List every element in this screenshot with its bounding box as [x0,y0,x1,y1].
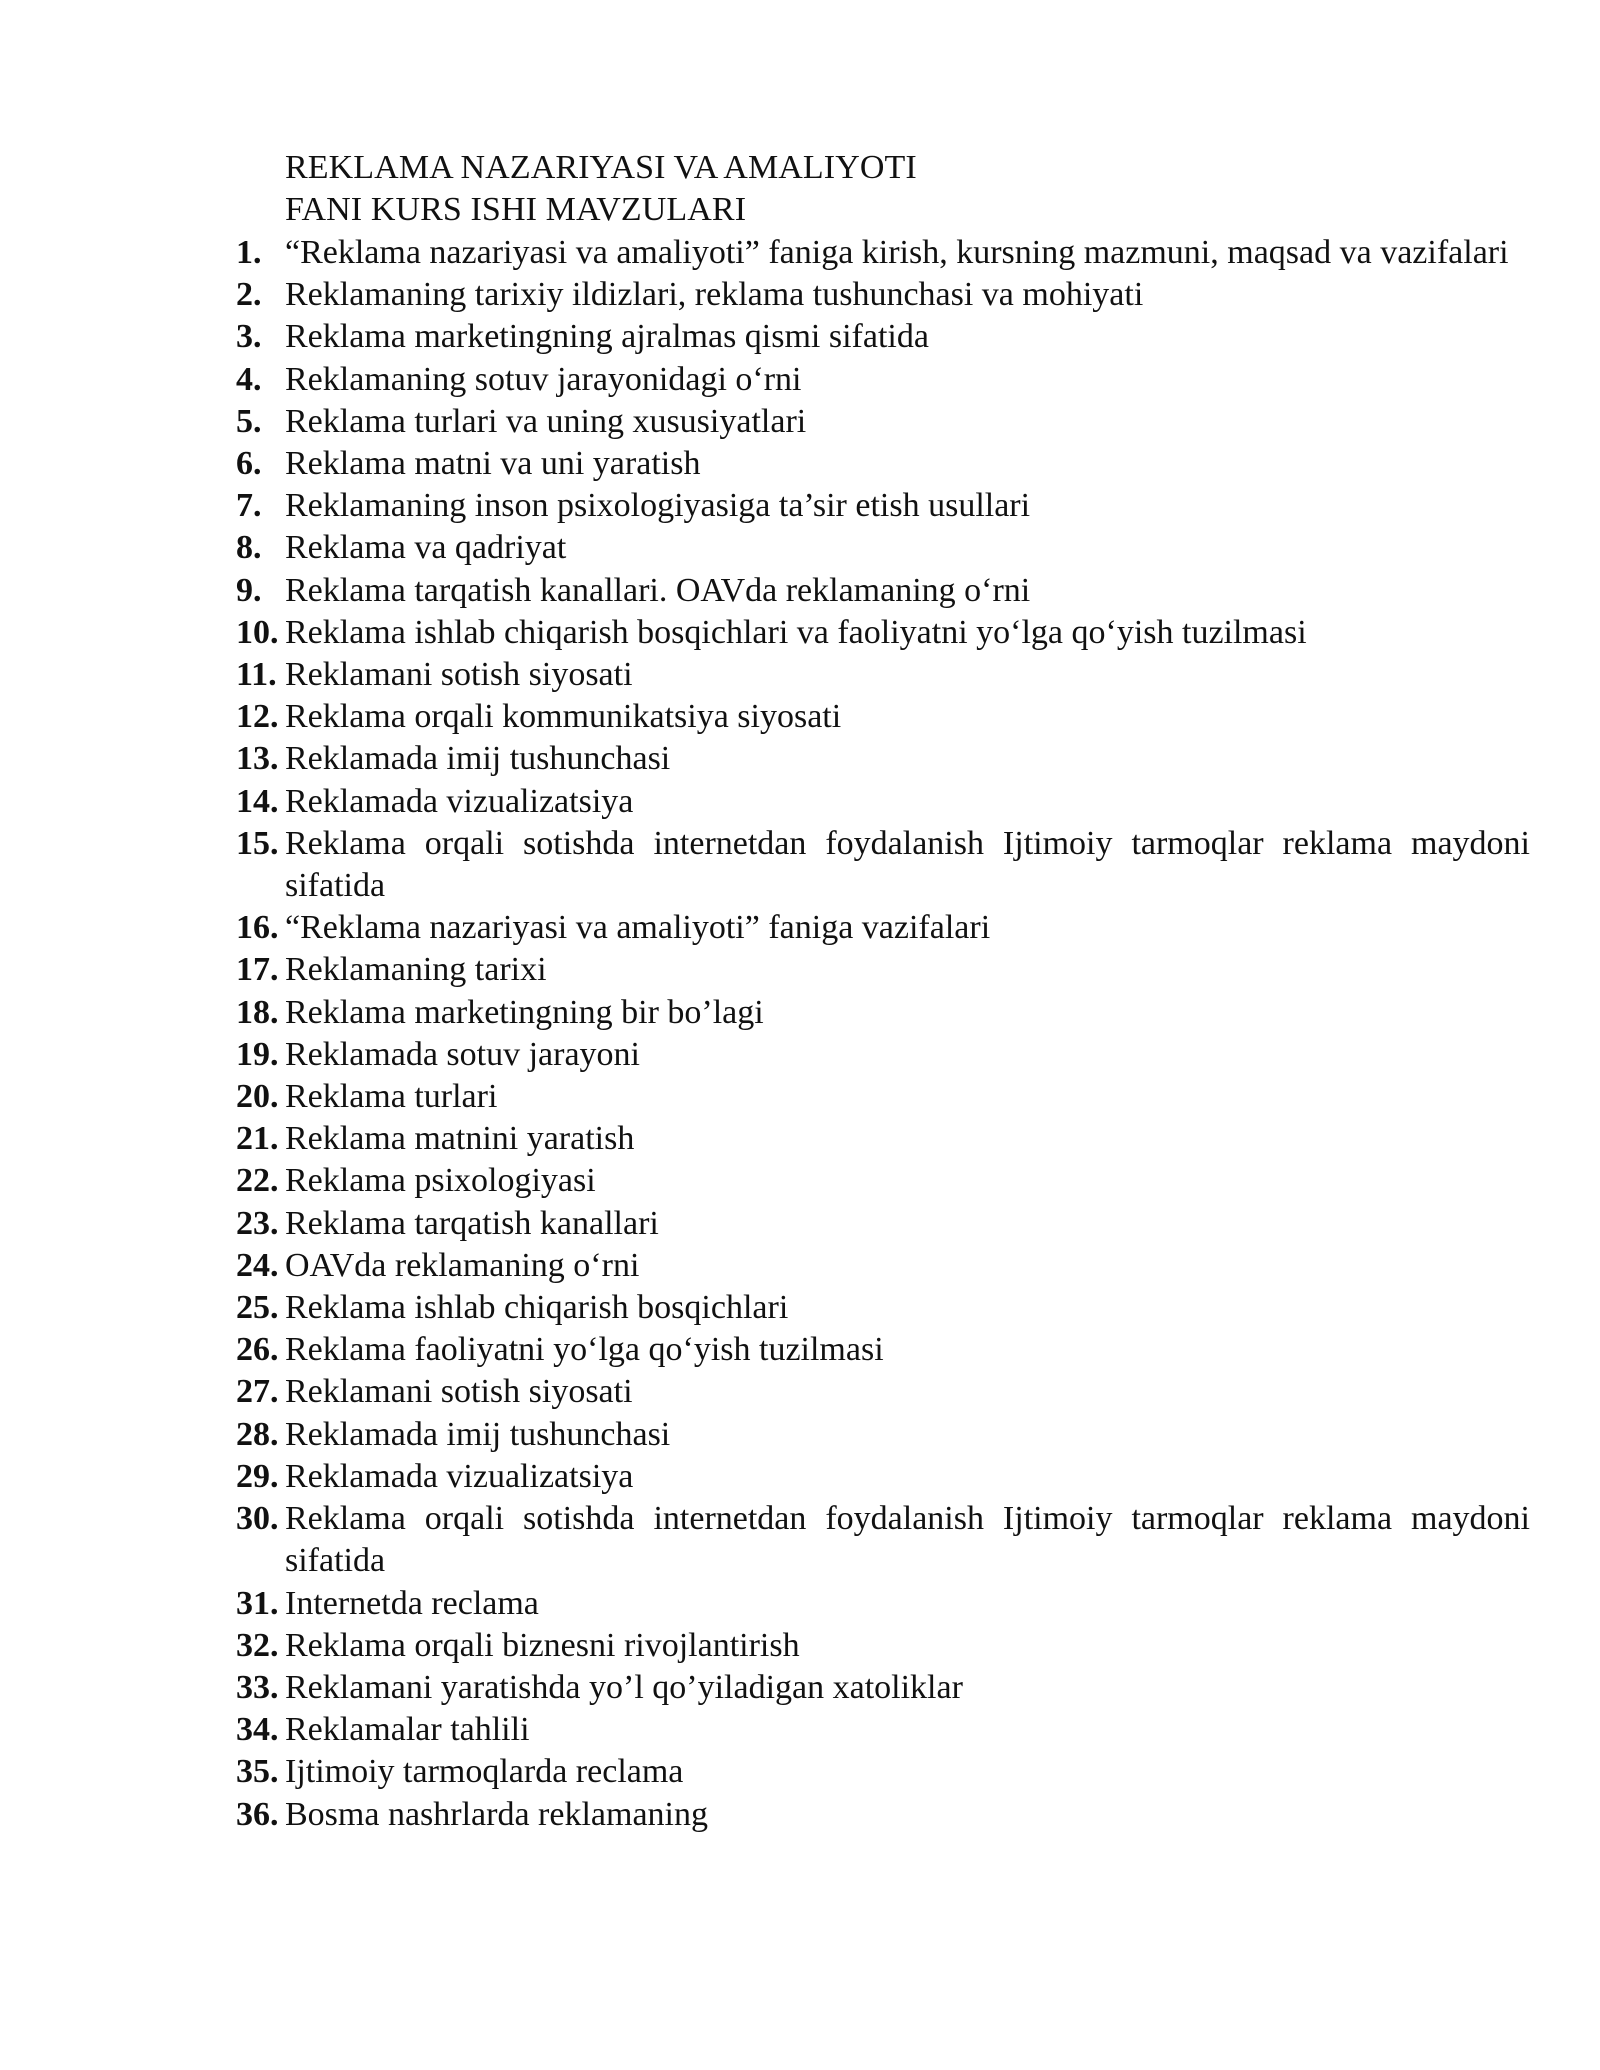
topic-text: Reklama turlari [285,1078,498,1116]
list-item [236,1203,1530,1245]
topic-text: Reklamalar tahlili [285,1711,530,1749]
topic-number: 20. [236,1078,279,1116]
topic-number: 2. [236,276,262,314]
list-item [236,907,1530,949]
topic-text: Bosma nashrlarda reklamaning [285,1795,708,1833]
list-item [236,1414,1530,1456]
topic-number: 15. [236,824,279,862]
topic-number: 8. [236,529,262,567]
topic-list [236,232,1530,1836]
topic-number: 30. [236,1500,279,1538]
topic-number: 3. [236,318,262,356]
topic-number: 23. [236,1204,279,1242]
topic-text: “Reklama nazariyasi va amaliyoti” faniga vazifalari [285,909,991,947]
topic-text: Reklama psixologiyasi [285,1162,596,1200]
list-item [236,232,1530,274]
topic-text: Reklama marketingning bir bo’lagi [285,993,764,1031]
topic-number: 7. [236,487,262,525]
list-item [236,1498,1530,1582]
topic-text: Reklamani yaratishda yo’l qo’yiladigan xatoliklar [285,1668,963,1706]
list-item [236,1667,1530,1709]
topic-number: 28. [236,1415,279,1453]
topic-number: 36. [236,1795,279,1833]
list-item [236,1245,1530,1287]
list-item [236,1118,1530,1160]
topic-text: Internetda reclama [285,1584,539,1622]
topic-number: 17. [236,951,279,989]
topic-text: Reklama turlari va uning xususiyatlari [285,402,807,440]
topic-number: 18. [236,993,279,1031]
topic-text: OAVda reklamaning o‘rni [285,1246,640,1284]
list-item [236,316,1530,358]
topic-text: Reklama va qadriyat [285,529,567,567]
list-item [236,443,1530,485]
topic-text: Reklama ishlab chiqarish bosqichlari [285,1289,789,1327]
list-item [236,485,1530,527]
topic-number: 35. [236,1753,279,1791]
topic-number: 25. [236,1289,279,1327]
list-item [236,992,1530,1034]
list-item [236,1034,1530,1076]
list-item [236,823,1530,907]
list-item [236,274,1530,316]
topic-text: Reklamada imij tushunchasi [285,1415,671,1453]
topic-text: Reklama marketingning ajralmas qismi sifatida [285,318,929,356]
topic-text: Reklama matni va uni yaratish [285,445,701,483]
topic-number: 6. [236,445,262,483]
topic-text: Reklamani sotish siyosati [285,1373,633,1411]
topic-number: 1. [236,234,262,271]
topic-number: 19. [236,1035,279,1073]
list-item [236,612,1530,654]
list-item [236,949,1530,991]
topic-number: 11. [236,656,277,694]
topic-text: Reklamaning inson psixologiyasiga ta’sir etish usullari [285,487,1031,525]
topic-number: 21. [236,1120,279,1158]
topic-text: Reklama orqali kommunikatsiya siyosati [285,698,842,736]
topic-number: 34. [236,1711,279,1749]
topic-number: 5. [236,402,262,440]
topic-text: Reklamaning tarixi [285,951,547,989]
topic-number: 9. [236,571,262,609]
list-item [236,527,1530,569]
topic-text: Reklama tarqatish kanallari. OAVda reklamaning o‘rni [285,571,1031,609]
topic-text: “Reklama nazariyasi va amaliyoti” faniga kirish, kursning mazmuni, maqsad va vazifalari [285,234,1509,271]
list-item [236,359,1530,401]
topic-text: Reklamada vizualizatsiya [285,1457,634,1495]
list-item [236,1371,1530,1413]
topic-number: 14. [236,782,279,820]
list-item [236,1287,1530,1329]
topic-text: Ijtimoiy tarmoqlarda reclama [285,1753,684,1791]
topic-text: Reklama orqali biznesni rivojlantirish [285,1626,800,1664]
topic-text: Reklamaning tarixiy ildizlari, reklama tushunchasi va mohiyati [285,276,1144,314]
topic-text: Reklama ishlab chiqarish bosqichlari va faoliyatni yo‘lga qo‘yish tuzilmasi [285,613,1307,651]
document-title [285,147,1385,231]
topic-text: Reklama matnini yaratish [285,1120,635,1158]
topic-number: 12. [236,698,279,736]
topic-number: 16. [236,909,279,947]
list-item [236,1709,1530,1751]
list-item [236,1329,1530,1371]
topic-number: 10. [236,613,279,651]
topic-text: Reklama orqali sotishda internetdan foydalanish Ijtimoiy tarmoqlar reklama maydoni sifatida [285,1500,1530,1580]
topic-number: 22. [236,1162,279,1200]
list-item [236,570,1530,612]
list-item [236,696,1530,738]
topic-text: Reklama orqali sotishda internetdan foydalanish Ijtimoiy tarmoqlar reklama maydoni sifatida [285,824,1530,905]
topic-text: Reklamani sotish siyosati [285,656,633,694]
topic-number: 31. [236,1584,279,1622]
topic-number: 27. [236,1373,279,1411]
topic-number: 4. [236,360,262,398]
list-item [236,1625,1530,1667]
list-item [236,401,1530,443]
list-item [236,781,1530,823]
topic-text: Reklamada imij tushunchasi [285,740,671,778]
topic-number: 29. [236,1457,279,1495]
topic-number: 33. [236,1668,279,1706]
list-item [236,1751,1530,1793]
title-line-1: REKLAMA NAZARIYASI VA AMALIYOTI [285,149,917,186]
list-item [236,1076,1530,1118]
topic-number: 32. [236,1626,279,1664]
list-item [236,1583,1530,1625]
topic-text: Reklama tarqatish kanallari [285,1204,659,1242]
topic-text: Reklamada sotuv jarayoni [285,1035,641,1073]
topic-number: 13. [236,740,279,778]
list-item [236,1456,1530,1498]
topic-number: 24. [236,1246,279,1284]
list-item [236,1794,1530,1836]
topic-text: Reklamaning sotuv jarayonidagi o‘rni [285,360,802,398]
list-item [236,654,1530,696]
title-line-2: FANI KURS ISHI MAVZULARI [285,191,747,228]
topic-number: 26. [236,1331,279,1369]
topic-text: Reklamada vizualizatsiya [285,782,634,820]
list-item [236,1160,1530,1202]
list-item [236,738,1530,780]
topic-text: Reklama faoliyatni yo‘lga qo‘yish tuzilmasi [285,1331,884,1369]
